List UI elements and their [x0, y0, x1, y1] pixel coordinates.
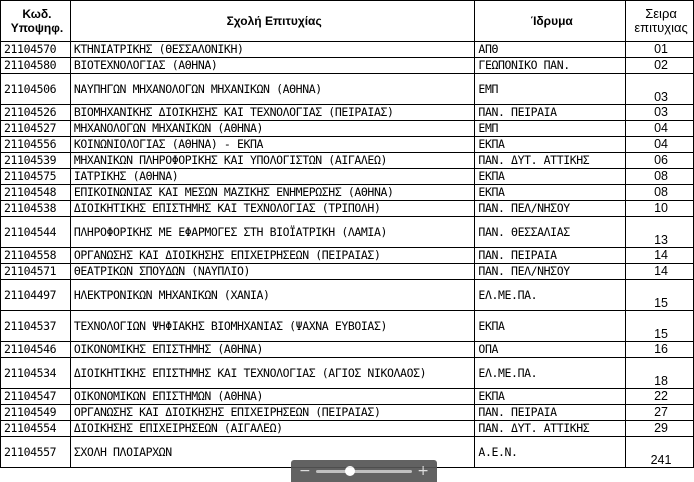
table-row: [1, 121, 694, 137]
table-row: [1, 421, 694, 437]
cell-school: ΟΡΓΑΝΩΣΗΣ ΚΑΙ ΔΙΟΙΚΗΣΗΣ ΕΠΙΧΕΙΡΗΣΕΩΝ (ΠΕΙΡΑΙΑΣ): [70, 248, 475, 264]
header-code: Κωδ. Υποψηφ.: [1, 1, 71, 42]
cell-school: ΟΙΚΟΝΟΜΙΚΩΝ ΕΠΙΣΤΗΜΩΝ (ΑΘΗΝΑ): [70, 389, 475, 405]
cell-school: ΜΗΧΑΝΙΚΩΝ ΠΛΗΡΟΦΟΡΙΚΗΣ ΚΑΙ ΥΠΟΛΟΓΙΣΤΩΝ (ΑΙΓΑΛΕΩ): [70, 153, 475, 169]
cell-institution: ΕΚΠΑ: [475, 389, 626, 405]
cell-school: ΝΑΥΠΗΓΩΝ ΜΗΧΑΝΟΛΟΓΩΝ ΜΗΧΑΝΙΚΩΝ (ΑΘΗΝΑ): [70, 74, 475, 105]
cell-rank: 10: [626, 201, 694, 217]
cell-school: ΔΙΟΙΚΗΤΙΚΗΣ ΕΠΙΣΤΗΜΗΣ ΚΑΙ ΤΕΧΝΟΛΟΓΙΑΣ (ΤΡΙΠΟΛΗ): [70, 201, 475, 217]
cell-code: 21104575: [1, 169, 71, 185]
cell-code: 21104527: [1, 121, 71, 137]
cell-code: 21104548: [1, 185, 71, 201]
cell-code: 21104546: [1, 342, 71, 358]
cell-school: ΤΕΧΝΟΛΟΓΙΩΝ ΨΗΦΙΑΚΗΣ ΒΙΟΜΗΧΑΝΙΑΣ (ΨΑΧΝΑ ΕΥΒΟΙΑΣ): [70, 311, 475, 342]
cell-school: ΕΠΙΚΟΙΝΩΝΙΑΣ ΚΑΙ ΜΕΣΩΝ ΜΑΖΙΚΗΣ ΕΝΗΜΕΡΩΣΗΣ (ΑΘΗΝΑ): [70, 185, 475, 201]
cell-code: 21104534: [1, 358, 71, 389]
cell-rank: 241: [626, 437, 694, 468]
table-row: [1, 264, 694, 280]
cell-institution: ΕΜΠ: [475, 74, 626, 105]
cell-institution: ΓΕΩΠΟΝΙΚΟ ΠΑΝ.: [475, 58, 626, 74]
cell-institution: ΕΚΠΑ: [475, 185, 626, 201]
table-row: [1, 105, 694, 121]
cell-institution: Α.Ε.Ν.: [475, 437, 626, 468]
cell-school: ΒΙΟΜΗΧΑΝΙΚΗΣ ΔΙΟΙΚΗΣΗΣ ΚΑΙ ΤΕΧΝΟΛΟΓΙΑΣ (ΠΕΙΡΑΙΑΣ): [70, 105, 475, 121]
cell-code: 21104557: [1, 437, 71, 468]
table-row: [1, 342, 694, 358]
cell-code: 21104497: [1, 280, 71, 311]
cell-institution: ΕΚΠΑ: [475, 169, 626, 185]
cell-rank: 13: [626, 217, 694, 248]
cell-institution: ΑΠΘ: [475, 42, 626, 58]
table-row: [1, 248, 694, 264]
cell-code: 21104537: [1, 311, 71, 342]
zoom-toolbar: [291, 460, 437, 482]
table-row: [1, 74, 694, 105]
cell-school: ΗΛΕΚΤΡΟΝΙΚΩΝ ΜΗΧΑΝΙΚΩΝ (ΧΑΝΙΑ): [70, 280, 475, 311]
cell-institution: ΕΚΠΑ: [475, 311, 626, 342]
cell-school: ΚΤΗΝΙΑΤΡΙΚΗΣ (ΘΕΣΣΑΛΟΝΙΚΗ): [70, 42, 475, 58]
cell-rank: 14: [626, 264, 694, 280]
table-row: [1, 42, 694, 58]
cell-code: 21104570: [1, 42, 71, 58]
cell-institution: ΠΑΝ. ΠΕΛ/ΝΗΣΟΥ: [475, 264, 626, 280]
cell-school: ΒΙΟΤΕΧΝΟΛΟΓΙΑΣ (ΑΘΗΝΑ): [70, 58, 475, 74]
cell-school: ΔΙΟΙΚΗΤΙΚΗΣ ΕΠΙΣΤΗΜΗΣ ΚΑΙ ΤΕΧΝΟΛΟΓΙΑΣ (ΑΓΙΟΣ ΝΙΚΟΛΑΟΣ): [70, 358, 475, 389]
table-row: [1, 58, 694, 74]
cell-code: 21104547: [1, 389, 71, 405]
cell-school: ΣΧΟΛΗ ΠΛΟΙΑΡΧΩΝ: [70, 437, 475, 468]
cell-code: 21104544: [1, 217, 71, 248]
cell-institution: ΟΠΑ: [475, 342, 626, 358]
table-row: [1, 169, 694, 185]
cell-institution: ΕΛ.ΜΕ.ΠΑ.: [475, 280, 626, 311]
cell-rank: 03: [626, 74, 694, 105]
cell-code: 21104506: [1, 74, 71, 105]
table-row: [1, 137, 694, 153]
cell-rank: 08: [626, 185, 694, 201]
cell-rank: 02: [626, 58, 694, 74]
cell-school: ΟΙΚΟΝΟΜΙΚΗΣ ΕΠΙΣΤΗΜΗΣ (ΑΘΗΝΑ): [70, 342, 475, 358]
cell-institution: ΠΑΝ. ΘΕΣΣΑΛΙΑΣ: [475, 217, 626, 248]
cell-rank: 06: [626, 153, 694, 169]
table-row: [1, 389, 694, 405]
table-row: [1, 201, 694, 217]
cell-institution: ΠΑΝ. ΠΕΙΡΑΙΑ: [475, 105, 626, 121]
table-row: [1, 358, 694, 389]
cell-rank: 16: [626, 342, 694, 358]
cell-institution: ΕΚΠΑ: [475, 137, 626, 153]
cell-rank: 29: [626, 421, 694, 437]
cell-institution: ΠΑΝ. ΔΥΤ. ΑΤΤΙΚΗΣ: [475, 153, 626, 169]
cell-institution: ΠΑΝ. ΠΕΙΡΑΙΑ: [475, 248, 626, 264]
cell-institution: ΕΜΠ: [475, 121, 626, 137]
cell-code: 21104539: [1, 153, 71, 169]
cell-school: ΔΙΟΙΚΗΣΗΣ ΕΠΙΧΕΙΡΗΣΕΩΝ (ΑΙΓΑΛΕΩ): [70, 421, 475, 437]
table-row: [1, 405, 694, 421]
cell-school: ΜΗΧΑΝΟΛΟΓΩΝ ΜΗΧΑΝΙΚΩΝ (ΑΘΗΝΑ): [70, 121, 475, 137]
table-row: [1, 280, 694, 311]
cell-school: ΚΟΙΝΩΝΙΟΛΟΓΙΑΣ (ΑΘΗΝΑ) - ΕΚΠΑ: [70, 137, 475, 153]
cell-code: 21104580: [1, 58, 71, 74]
zoom-slider-thumb[interactable]: [345, 466, 355, 476]
cell-rank: 15: [626, 280, 694, 311]
zoom-slider[interactable]: [316, 470, 412, 473]
table-row: [1, 311, 694, 342]
cell-institution: ΠΑΝ. ΠΕΛ/ΝΗΣΟΥ: [475, 201, 626, 217]
cell-school: ΟΡΓΑΝΩΣΗΣ ΚΑΙ ΔΙΟΙΚΗΣΗΣ ΕΠΙΧΕΙΡΗΣΕΩΝ (ΠΕΙΡΑΙΑΣ): [70, 405, 475, 421]
cell-rank: 27: [626, 405, 694, 421]
cell-code: 21104556: [1, 137, 71, 153]
cell-rank: 22: [626, 389, 694, 405]
table-body: [1, 42, 694, 468]
table-row: [1, 153, 694, 169]
cell-rank: 08: [626, 169, 694, 185]
cell-rank: 18: [626, 358, 694, 389]
cell-code: 21104538: [1, 201, 71, 217]
cell-rank: 03: [626, 105, 694, 121]
cell-institution: ΠΑΝ. ΔΥΤ. ΑΤΤΙΚΗΣ: [475, 421, 626, 437]
cell-institution: ΕΛ.ΜΕ.ΠΑ.: [475, 358, 626, 389]
cell-code: 21104549: [1, 405, 71, 421]
cell-rank: 14: [626, 248, 694, 264]
cell-code: 21104526: [1, 105, 71, 121]
cell-school: ΙΑΤΡΙΚΗΣ (ΑΘΗΝΑ): [70, 169, 475, 185]
cell-code: 21104554: [1, 421, 71, 437]
cell-rank: 15: [626, 311, 694, 342]
cell-rank: 04: [626, 137, 694, 153]
cell-rank: 01: [626, 42, 694, 58]
table-row: [1, 185, 694, 201]
header-rank: Σειρα επιτυχιας: [626, 1, 694, 42]
cell-code: 21104558: [1, 248, 71, 264]
cell-code: 21104571: [1, 264, 71, 280]
table-row: [1, 217, 694, 248]
cell-institution: ΠΑΝ. ΠΕΙΡΑΙΑ: [475, 405, 626, 421]
cell-school: ΘΕΑΤΡΙΚΩΝ ΣΠΟΥΔΩΝ (ΝΑΥΠΛΙΟ): [70, 264, 475, 280]
header-institution: Ίδρυμα: [475, 1, 626, 42]
cell-school: ΠΛΗΡΟΦΟΡΙΚΗΣ ΜΕ ΕΦΑΡΜΟΓΕΣ ΣΤΗ ΒΙΟΪΑΤΡΙΚΗ (ΛΑΜΙΑ): [70, 217, 475, 248]
zoom-out-button[interactable]: −: [299, 463, 311, 479]
header-row: [1, 1, 694, 42]
header-school: Σχολή Επιτυχίας: [70, 1, 475, 42]
zoom-in-button[interactable]: +: [417, 463, 429, 479]
cell-rank: 04: [626, 121, 694, 137]
